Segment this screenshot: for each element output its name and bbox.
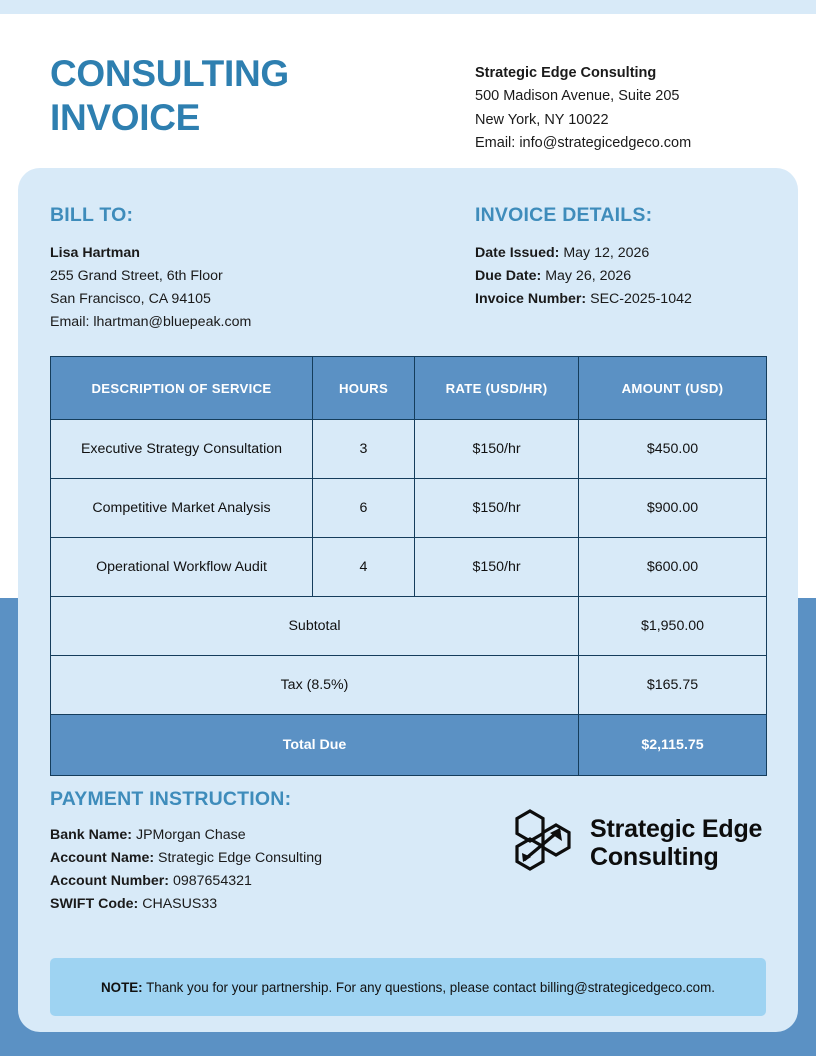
- due-date-label: Due Date:: [475, 268, 542, 284]
- logo-text-line2: Consulting: [590, 842, 719, 871]
- issuer-email: Email: info@strategicedgeco.com: [475, 135, 692, 152]
- invoice-card: [18, 168, 798, 1032]
- cell-rate: $150/hr: [415, 538, 579, 597]
- invoice-number-row: [475, 288, 775, 311]
- invoice-details-heading: INVOICE DETAILS:: [475, 204, 653, 226]
- bank-name-label: Bank Name:: [50, 827, 133, 843]
- total-due-row: [51, 715, 767, 776]
- page-title-line2: INVOICE: [50, 96, 201, 138]
- client-name: Lisa Hartman: [50, 245, 140, 261]
- total-due-amount: $2,115.75: [579, 715, 767, 776]
- total-due-label: Total Due: [51, 715, 579, 776]
- logo-text: [590, 815, 762, 871]
- table-row: [51, 420, 767, 479]
- note-text: [101, 980, 715, 995]
- cell-rate: $150/hr: [415, 479, 579, 538]
- subtotal-label: Subtotal: [51, 597, 579, 656]
- client-address-line1: 255 Grand Street, 6th Floor: [50, 268, 223, 284]
- subtotal-row: [51, 597, 767, 656]
- date-issued-row: [475, 242, 775, 265]
- issuer-address-line1: 500 Madison Avenue, Suite 205: [475, 88, 680, 105]
- invoice-header: [0, 14, 816, 168]
- cell-hours: 6: [313, 479, 415, 538]
- account-number-value: 0987654321: [172, 873, 252, 890]
- cell-amount: $900.00: [579, 479, 767, 538]
- issuer-address-line2: New York, NY 10022: [475, 111, 609, 128]
- tax-label: Tax (8.5%): [51, 656, 579, 715]
- client-email: Email: lhartman@bluepeak.com: [50, 314, 252, 330]
- account-name-row: [50, 847, 480, 870]
- hexagons-arrow-icon: [512, 808, 580, 877]
- date-issued-label: Date Issued:: [475, 245, 560, 261]
- payment-instruction-section: [50, 788, 480, 917]
- bank-name-value: JPMorgan Chase: [135, 827, 246, 843]
- cell-description: Executive Strategy Consultation: [51, 420, 313, 479]
- top-accent-strip: [0, 0, 816, 14]
- cell-amount: $600.00: [579, 538, 767, 597]
- bill-to-heading: BILL TO:: [50, 204, 134, 226]
- due-date-value: May 26, 2026: [545, 268, 632, 284]
- cell-description: Operational Workflow Audit: [51, 538, 313, 597]
- page-title: [50, 52, 430, 139]
- swift-code-value: CHASUS33: [142, 896, 218, 913]
- invoice-number-value: SEC-2025-1042: [590, 291, 692, 307]
- account-name-label: Account Name:: [50, 850, 155, 867]
- subtotal-amount: $1,950.00: [579, 597, 767, 656]
- swift-code-label: SWIFT Code:: [50, 896, 139, 913]
- invoice-number-label: Invoice Number:: [475, 291, 587, 307]
- company-logo: [512, 808, 782, 877]
- invoice-details-section: [475, 204, 775, 311]
- column-header-description: DESCRIPTION OF SERVICE: [51, 357, 313, 420]
- note-banner: [50, 958, 766, 1016]
- account-number-row: [50, 870, 480, 893]
- invoice-details-body: [475, 242, 775, 311]
- logo-text-line1: Strategic Edge: [590, 814, 763, 843]
- issuer-company-block: [475, 62, 775, 156]
- bill-to-section: [50, 204, 430, 334]
- page-title-line1: CONSULTING: [50, 53, 289, 94]
- table-row: [51, 538, 767, 597]
- table-row: [51, 479, 767, 538]
- payment-instruction-body: [50, 824, 480, 917]
- payment-instruction-heading: PAYMENT INSTRUCTION:: [50, 788, 292, 810]
- column-header-rate: RATE (USD/HR): [415, 357, 579, 420]
- account-number-label: Account Number:: [50, 873, 170, 890]
- note-label: NOTE:: [100, 979, 143, 995]
- cell-description: Competitive Market Analysis: [51, 479, 313, 538]
- tax-row: [51, 656, 767, 715]
- cell-hours: 4: [313, 538, 415, 597]
- issuer-company-name: Strategic Edge Consulting: [475, 65, 657, 81]
- bank-name-row: [50, 824, 480, 847]
- table-header-row: [51, 357, 767, 420]
- bill-to-body: [50, 242, 430, 334]
- cell-amount: $450.00: [579, 420, 767, 479]
- due-date-row: [475, 265, 775, 288]
- account-name-value: Strategic Edge Consulting: [158, 850, 323, 867]
- cell-hours: 3: [313, 420, 415, 479]
- column-header-amount: AMOUNT (USD): [579, 357, 767, 420]
- line-items-table: [50, 356, 767, 776]
- cell-rate: $150/hr: [415, 420, 579, 479]
- note-body: Thank you for your partnership. For any questions, please contact billing@strategicedgeco.com.: [146, 979, 715, 995]
- column-header-hours: HOURS: [313, 357, 415, 420]
- date-issued-value: May 12, 2026: [563, 245, 650, 261]
- swift-code-row: [50, 893, 480, 916]
- client-address-line2: San Francisco, CA 94105: [50, 291, 211, 307]
- tax-amount: $165.75: [579, 656, 767, 715]
